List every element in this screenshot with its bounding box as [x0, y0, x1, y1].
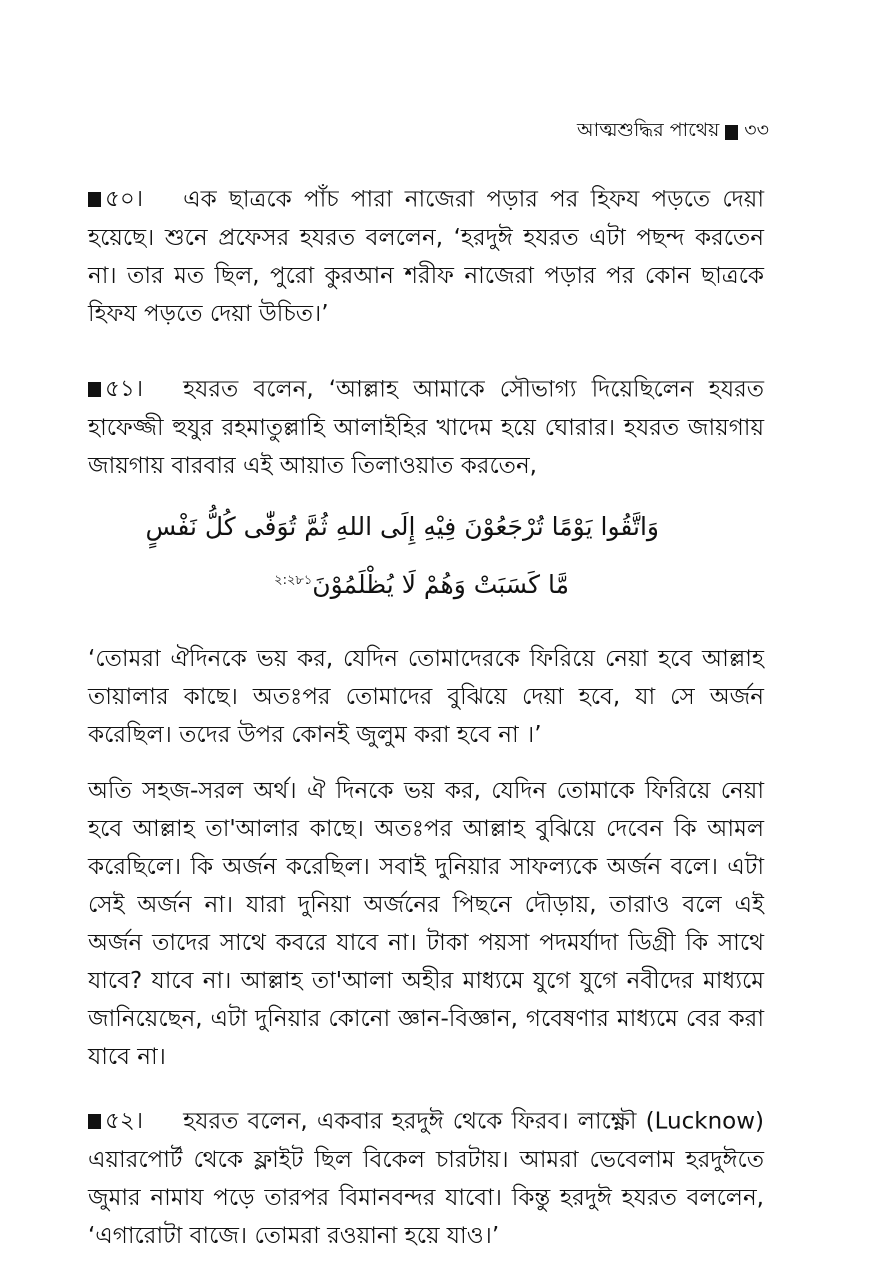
square-bullet-icon: [88, 382, 101, 397]
paragraph-text: হযরত বলেন, একবার হরদুঈ থেকে ফিরব। লাক্ষ্ণৌ (Lucknow) এয়ারপোর্ট থেকে ফ্লাইট ছিল বিকেল চারটায়। আমরা ভেবেলাম হরদুঈতে জুমার নামায পড়ে তারপর বিমানবন্দর যাবো। কিন্তু হরদুঈ হযরত বললেন, ‘এগারোটা বাজে। তোমরা রওয়ানা হয়ে যাও।’: [88, 1108, 764, 1249]
paragraph-text: এক ছাত্রকে পাঁচ পারা নাজেরা পড়ার পর হিফয পড়তে দেয়া হয়েছে। শুনে প্রফেসর হযরত বললেন, ‘হরদুঈ হযরত এটা পছন্দ করতেন না। তার মত ছিল, পুরো কুরআন শরীফ নাজেরা পড়ার পর কোন ছাত্রকে হিফয পড়তে দেয়া উচিত।’: [88, 186, 764, 327]
paragraph-number: ৫০।: [88, 180, 143, 218]
paragraph-number: ৫২।: [88, 1102, 143, 1140]
paragraph-text: হযরত বলেন, ‘আল্লাহ আমাকে সৌভাগ্য দিয়েছিলেন হযরত হাফেজ্জী হুযুর রহমাতুল্লাহি আলাইহির খাদেম হয়ে ঘোরার। হযরত জায়গায় জায়গায় বারবার এই আয়াত তিলাওয়াত করতেন,: [88, 376, 764, 479]
verse-reference: ২:২৮১: [274, 572, 313, 588]
paragraph-52: [88, 1102, 764, 1255]
paragraph-number: ৫১।: [88, 370, 143, 408]
commentary-paragraph: অতি সহজ-সরল অর্থ। ঐ দিনকে ভয় কর, যেদিন তোমাকে ফিরিয়ে নেয়া হবে আল্লাহ তা'আলার কাছে। অতঃপর আল্লাহ বুঝিয়ে দেবেন কি আমল করেছিলে। কি অর্জন করেছিল। সবাই দুনিয়ার সাফল্যকে অর্জন বলে। এটা সেই অর্জন না। যারা দুনিয়া অর্জনের পিছনে দৌড়ায়, তারাও বলে এই অর্জন তাদের সাথে কবরে যাবে না। টাকা পয়সা পদমর্যাদা ডিগ্রী কি সাথে যাবে? যাবে না। আল্লাহ তা'আলা অহীর মাধ্যমে যুগে যুগে নবীদের মাধ্যমে জানিয়েছেন, এটা দুনিয়ার কোনো জ্ঞান-বিজ্ঞান, গবেষণার মাধ্যমে বের করা যাবে না।: [88, 778, 764, 1070]
running-title: আত্মশুদ্ধির পাথেয়: [577, 119, 720, 141]
square-bullet-icon: [725, 125, 738, 140]
square-bullet-icon: [88, 192, 101, 207]
square-bullet-icon: [88, 1114, 101, 1129]
paragraph-50: [88, 180, 764, 333]
arabic-verse-line-1: وَاتَّقُوا يَوْمًا تُرْجَعُوْنَ فِيْهِ إِلَى اللهِ ثُمَّ تُوَفّٰى كُلُّ نَفْسٍ: [145, 512, 659, 541]
running-header: [577, 116, 769, 148]
page-number: ৩৩: [744, 119, 769, 141]
paragraph-51: [88, 370, 764, 485]
verse-translation: ‘তোমরা ঐদিনকে ভয় কর, যেদিন তোমাদেরকে ফিরিয়ে নেয়া হবে আল্লাহ তায়ালার কাছে। অতঃপর তোমাদের বুঝিয়ে দেয়া হবে, যা সে অর্জন করেছিল। তদের উপর কোনই জুলুম করা হবে না ।’: [88, 646, 764, 748]
arabic-verse-line-2: مَّا كَسَبَتْ وَهُمْ لَا يُظْلَمُوْنَ$^{২:২৮১}$: [274, 570, 569, 599]
